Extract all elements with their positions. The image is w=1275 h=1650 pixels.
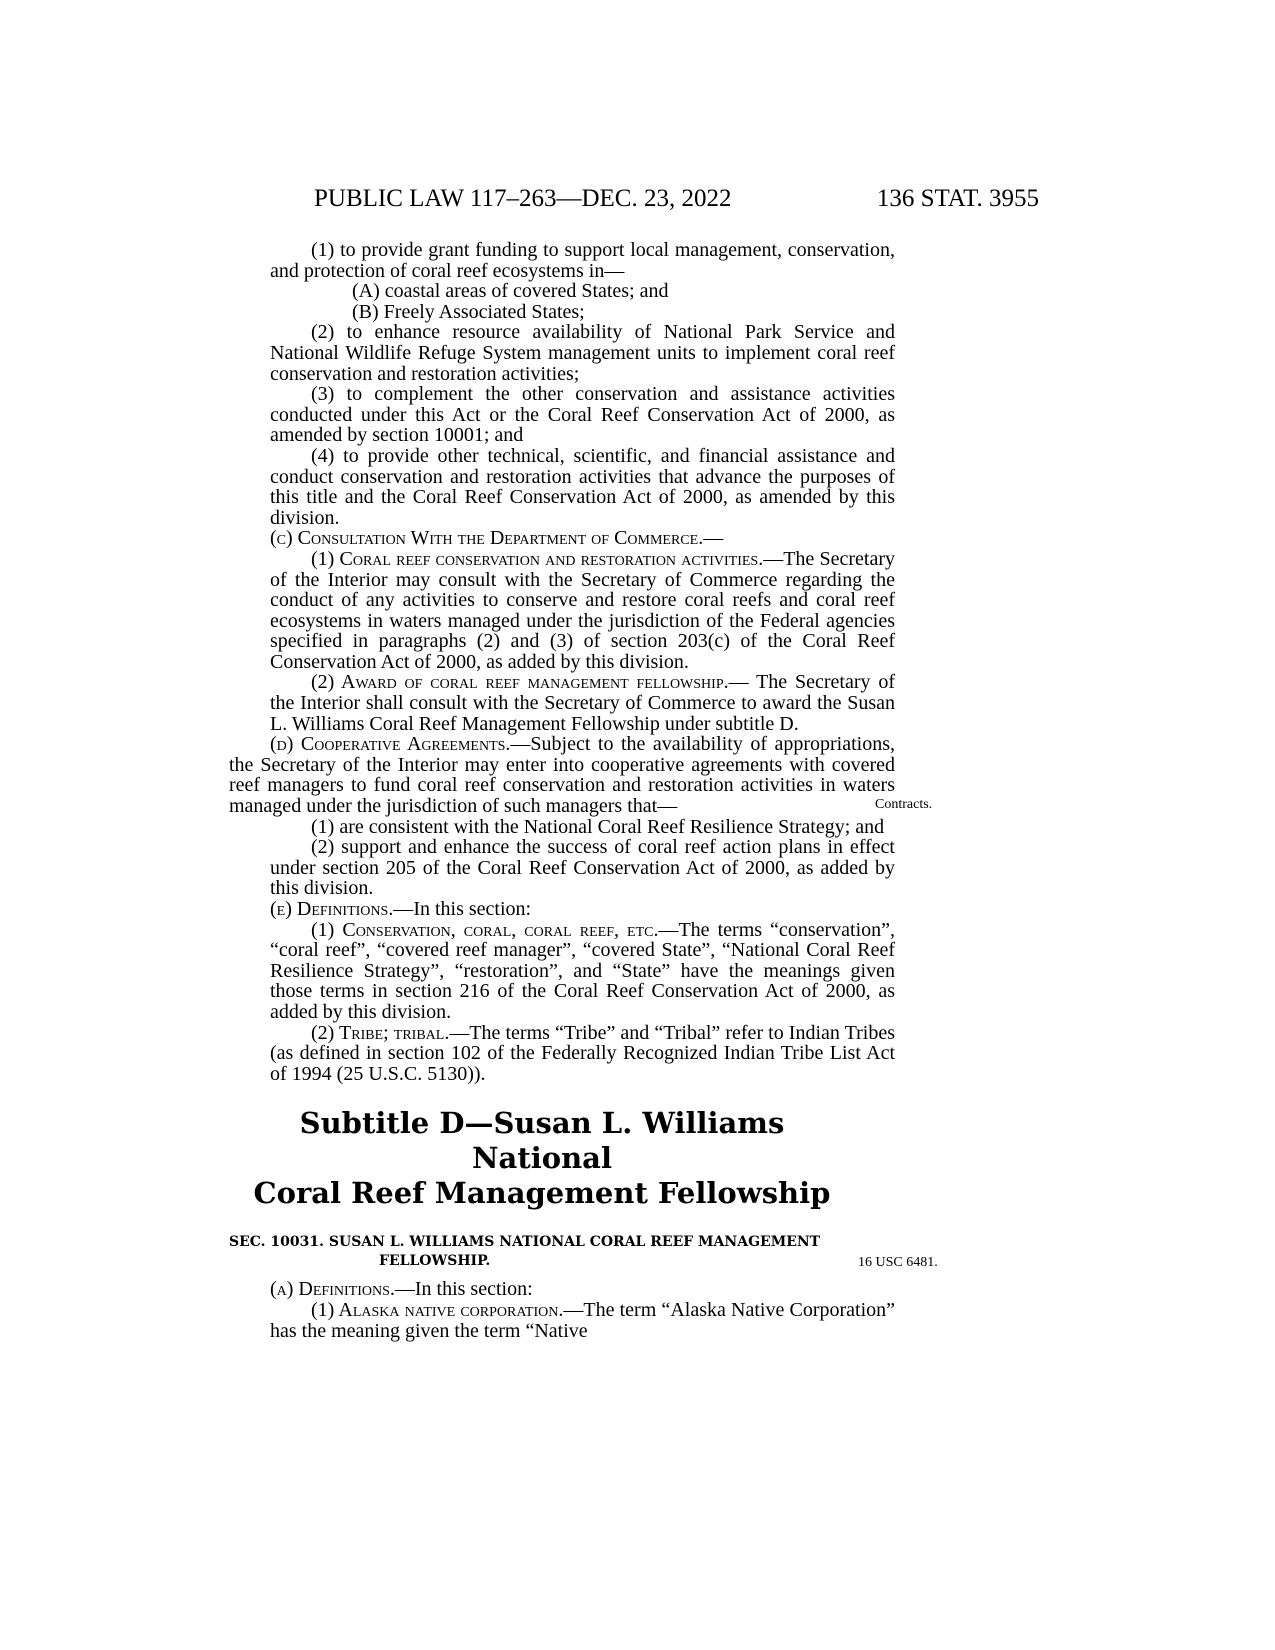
paragraph-a-body: In this section:	[414, 1278, 533, 1301]
paragraph-b3: (3) to complement the other conservation and assistance activities conducted under this Act or the Coral Reef Conservation Act of 2000, as amended by section 10001; and	[270, 383, 895, 447]
paragraph-d-body: Subject to the availability of appropriations, the Secretary of the Interior may enter into cooperative agreements with covered reef managers to fund coral reef conservation and restoration activities in waters managed under the jurisdiction of such managers that—	[229, 733, 895, 818]
paragraph-d	[229, 734, 895, 816]
paragraph-a	[229, 1279, 895, 1300]
paragraph-c1-head: (1) Coral reef conservation and restoration activities.—	[311, 547, 784, 570]
paragraph-e2	[229, 1023, 895, 1085]
heading-c-label: (c) Consultation With the Department of Commerce.—	[270, 527, 724, 550]
paragraph-e	[229, 899, 895, 920]
paragraph-a1-body: The term “Alaska Native Corporation” has the meaning given the term “Native	[270, 1298, 896, 1342]
heading-c	[229, 528, 895, 549]
margin-note-contracts: Contracts.	[875, 797, 933, 812]
section-heading: SEC. 10031. SUSAN L. WILLIAMS NATIONAL CORAL REEF MANAGEMENT FELLOWSHIP.	[229, 1234, 821, 1270]
paragraph-e1	[229, 920, 895, 1023]
paragraph-c2-body: The Secretary of the Interior shall consult with the Secretary of Commerce to award the Susan L. Williams Coral Reef Management Fellowship under subtitle D.	[270, 671, 896, 735]
paragraph-a-head: (a) Definitions.—	[270, 1278, 415, 1301]
running-header-page-ref: 136 STAT. 3955	[876, 185, 1039, 212]
paragraph-b1a: (A) coastal areas of covered States; and	[352, 280, 669, 303]
paragraph-a1	[229, 1300, 895, 1341]
document-body	[229, 240, 895, 1341]
paragraph-e2-head: (2) Tribe; tribal.—	[311, 1021, 470, 1044]
paragraph-e-body: In this section:	[413, 898, 532, 920]
subtitle-line-1: Subtitle D—Susan L. Williams National	[299, 1106, 785, 1176]
paragraph-d2: (2) support and enhance the success of coral reef action plans in effect under section 205 of the Coral Reef Conservation Act of 2000, as added by this division.	[270, 836, 895, 900]
paragraph-e2-body: The terms “Tribe” and “Tribal” refer to Indian Tribes (as defined in section 102 of the Federally Recognized Indian Tribe List Act of 1994 (25 U.S.C. 5130)).	[270, 1021, 895, 1085]
paragraph-b1: (1) to provide grant funding to support local management, conservation, and protection of coral reef ecosystems in—	[270, 239, 895, 282]
paragraph-b2: (2) to enhance resource availability of National Park Service and National Wildlife Refuge System management units to implement coral reef conservation and restoration activities;	[270, 321, 895, 385]
paragraph-e1-head: (1) Conservation, coral, coral reef, etc.—	[311, 918, 679, 941]
running-header-title: PUBLIC LAW 117–263—DEC. 23, 2022	[314, 185, 732, 212]
paragraph-c1-body: The Secretary of the Interior may consult with the Secretary of Commerce regarding the conduct of any activities to conserve and restore coral reefs and coral reef ecosystems in waters managed under the jurisdiction of the Federal agencies specified in paragraphs (2) and (3) of section 203(c) of the Coral Reef Conservation Act of 2000, as added by this division.	[270, 547, 895, 673]
paragraph-d-head: (d) Cooperative Agreements.—	[270, 733, 531, 756]
paragraph-a1-head: (1) Alaska native corporation.—	[311, 1298, 584, 1321]
subtitle-line-2: Coral Reef Management Fellowship	[253, 1176, 831, 1211]
paragraph-e-head: (e) Definitions.—	[270, 898, 414, 920]
subtitle-heading	[229, 1106, 895, 1211]
margin-note-usc: 16 USC 6481.	[858, 1255, 938, 1270]
paragraph-d1: (1) are consistent with the National Coral Reef Resilience Strategy; and	[311, 815, 885, 838]
paragraph-e1-body: The terms “conservation”, “coral reef”, “covered reef manager”, “covered State”, “National Coral Reef Resilience Strategy”, “restoration”, and “State” have the meanings given those terms in section 216 of the Coral Reef Conservation Act of 2000, as added by this division.	[270, 918, 895, 1023]
paragraph-b4: (4) to provide other technical, scientific, and financial assistance and conduct conservation and restoration activities that advance the purposes of this title and the Coral Reef Conservation Act of 2000, as amended by this division.	[270, 444, 895, 529]
paragraph-c2	[229, 672, 895, 734]
paragraph-b1b: (B) Freely Associated States;	[352, 300, 585, 323]
paragraph-c2-head: (2) Award of coral reef management fellowship.—	[311, 671, 749, 694]
paragraph-c1	[229, 549, 895, 673]
